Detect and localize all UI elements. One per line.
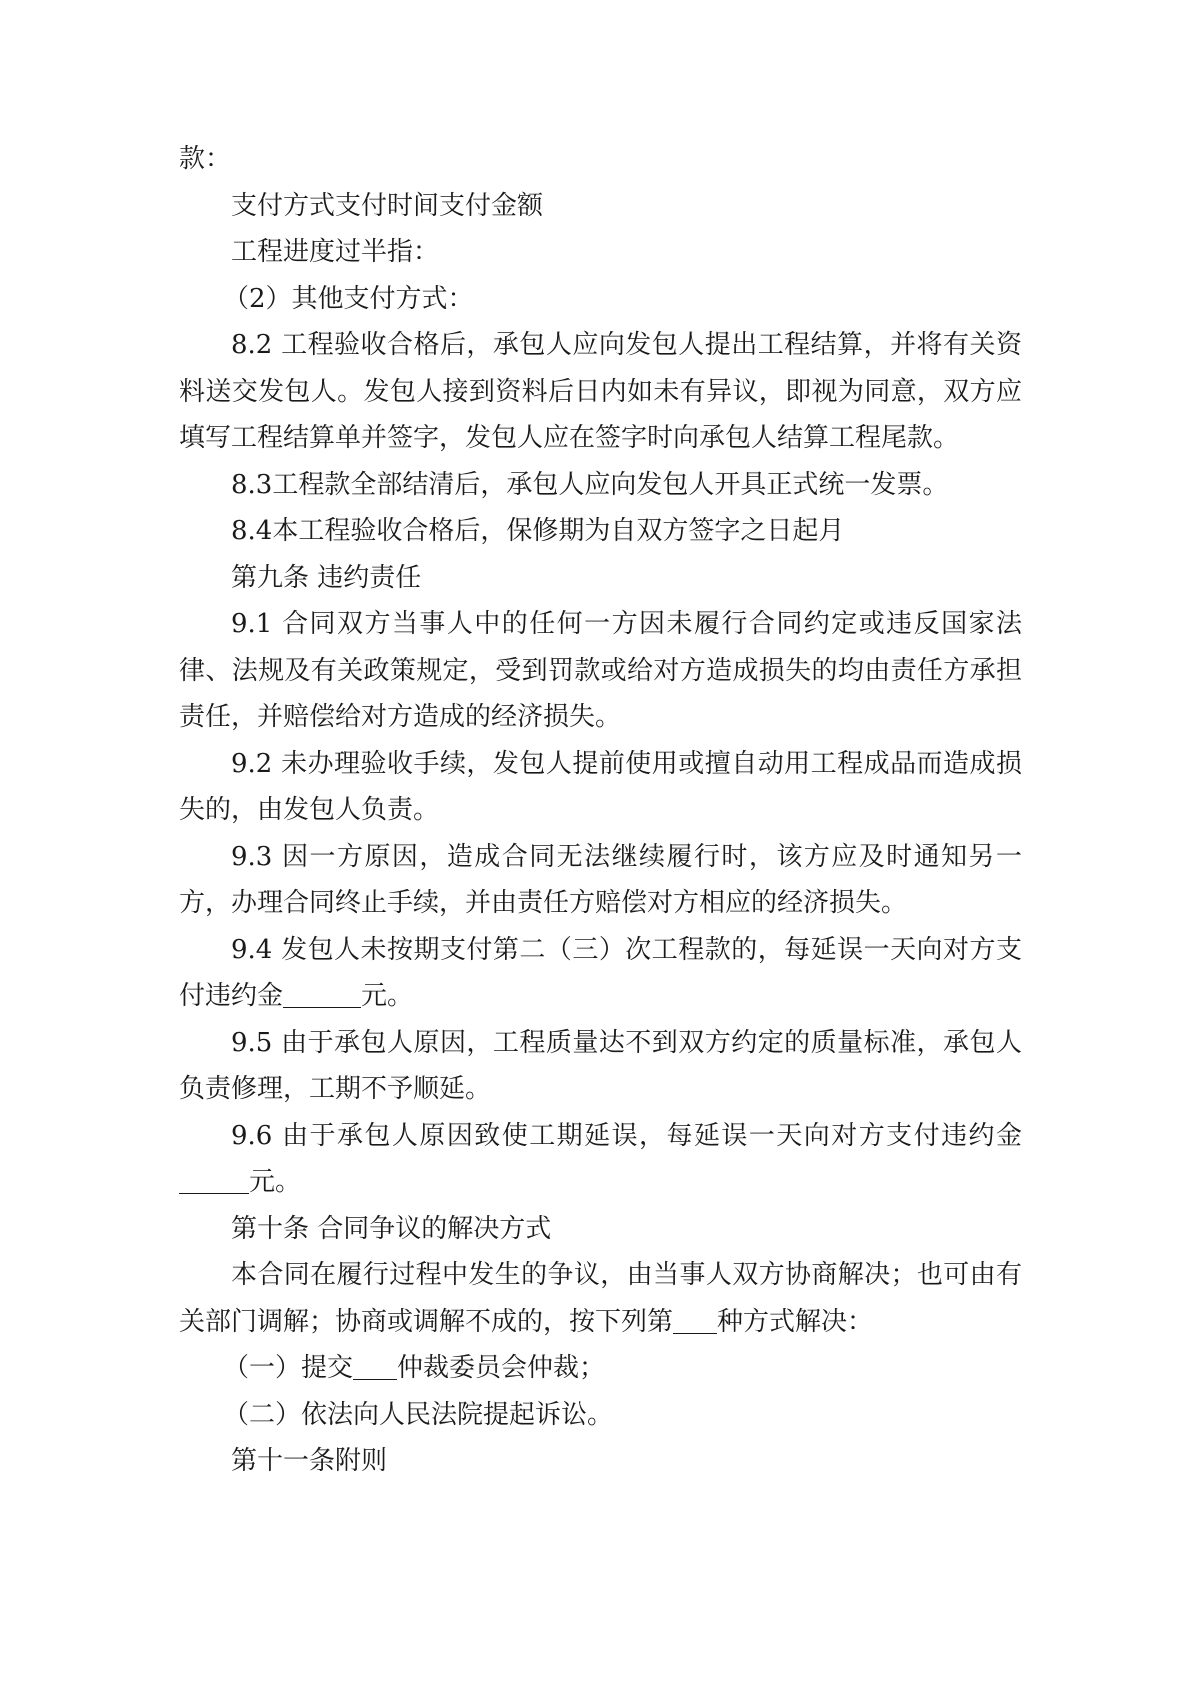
text: 元。	[249, 1167, 302, 1197]
fill-blank-underline	[283, 977, 361, 1008]
fill-blank-underline	[353, 1349, 397, 1380]
paragraph-payment-table-header	[179, 183, 1022, 230]
clause-8-4	[179, 508, 1022, 555]
text: 8.3工程款全部结清后，承包人应向发包人开具正式统一发票。	[231, 469, 949, 500]
text: 工程进度过半指：	[231, 237, 440, 267]
text: 9.2 未办理验收手续，发包人提前使用或擅自动用工程成品而造成损失的，由发包人负责。	[179, 748, 1022, 825]
heading-article-11	[179, 1438, 1022, 1485]
text: 8.4本工程验收合格后，保修期为自双方签字之日起月	[231, 516, 845, 546]
text: 仲裁委员会仲裁；	[397, 1353, 606, 1383]
paragraph-progress-half	[179, 229, 1022, 276]
text: 第十条 合同争议的解决方式	[231, 1213, 552, 1244]
paragraph-other-payment	[179, 276, 1022, 323]
text: 8.2 工程验收合格后，承包人应向发包人提出工程结算，并将有关资料送交发包人。发包人接到资料后日内如未有异议，即视为同意，双方应填写工程结算单并签字，发包人应在签字时向承包人结算工程尾款。	[179, 330, 1022, 453]
fill-blank-underline	[673, 1303, 717, 1334]
text: 本合同在履行过程中发生的争议，由当事人双方协商解决；也可由有关部门调解；协商或调解不成的，按下列第	[179, 1260, 1022, 1337]
clause-9-1	[179, 601, 1022, 741]
clause-9-3	[179, 834, 1022, 927]
text: 9.1 合同双方当事人中的任何一方因未履行合同约定或违反国家法律、法规及有关政策规定，受到罚款或给对方造成损失的均由责任方承担责任，并赔偿给对方造成的经济损失。	[179, 609, 1022, 732]
heading-article-10	[179, 1206, 1022, 1253]
text: 9.3 因一方原因，造成合同无法继续履行时，该方应及时通知另一方，办理合同终止手续，并由责任方赔偿对方相应的经济损失。	[179, 841, 1022, 918]
text: 款：	[179, 144, 232, 174]
text: 9.6 由于承包人原因致使工期延误，每延误一天向对方支付违约金	[231, 1120, 1022, 1151]
paragraph-payment-continued	[179, 136, 1022, 183]
heading-article-9	[179, 555, 1022, 602]
text: 元。	[361, 981, 414, 1011]
text: 第十一条附则	[231, 1446, 388, 1476]
clause-9-6	[179, 1113, 1022, 1206]
clause-9-4	[179, 927, 1022, 1020]
paragraph-litigation	[179, 1392, 1022, 1439]
paragraph-arbitration	[179, 1345, 1022, 1392]
clause-8-3	[179, 462, 1022, 509]
text: （2）其他支付方式：	[223, 283, 474, 314]
text: 种方式解决：	[717, 1306, 874, 1337]
text: 第九条 违约责任	[231, 562, 422, 593]
text: 支付方式支付时间支付金额	[231, 190, 544, 221]
clause-9-2	[179, 741, 1022, 834]
text: 9.5 由于承包人原因，工程质量达不到双方约定的质量标准，承包人负责修理，工期不予顺延。	[179, 1027, 1022, 1104]
text: （一）提交	[223, 1353, 354, 1383]
fill-blank-underline	[179, 1163, 249, 1194]
text: （二）依法向人民法院提起诉讼。	[223, 1399, 614, 1430]
paragraph-dispute-resolution	[179, 1252, 1022, 1345]
text: 9.4 发包人未按期支付第二（三）次工程款的，每延误一天向对方支付违约金	[179, 934, 1022, 1011]
document-body	[179, 136, 1022, 1485]
clause-9-5	[179, 1020, 1022, 1113]
clause-8-2	[179, 322, 1022, 462]
